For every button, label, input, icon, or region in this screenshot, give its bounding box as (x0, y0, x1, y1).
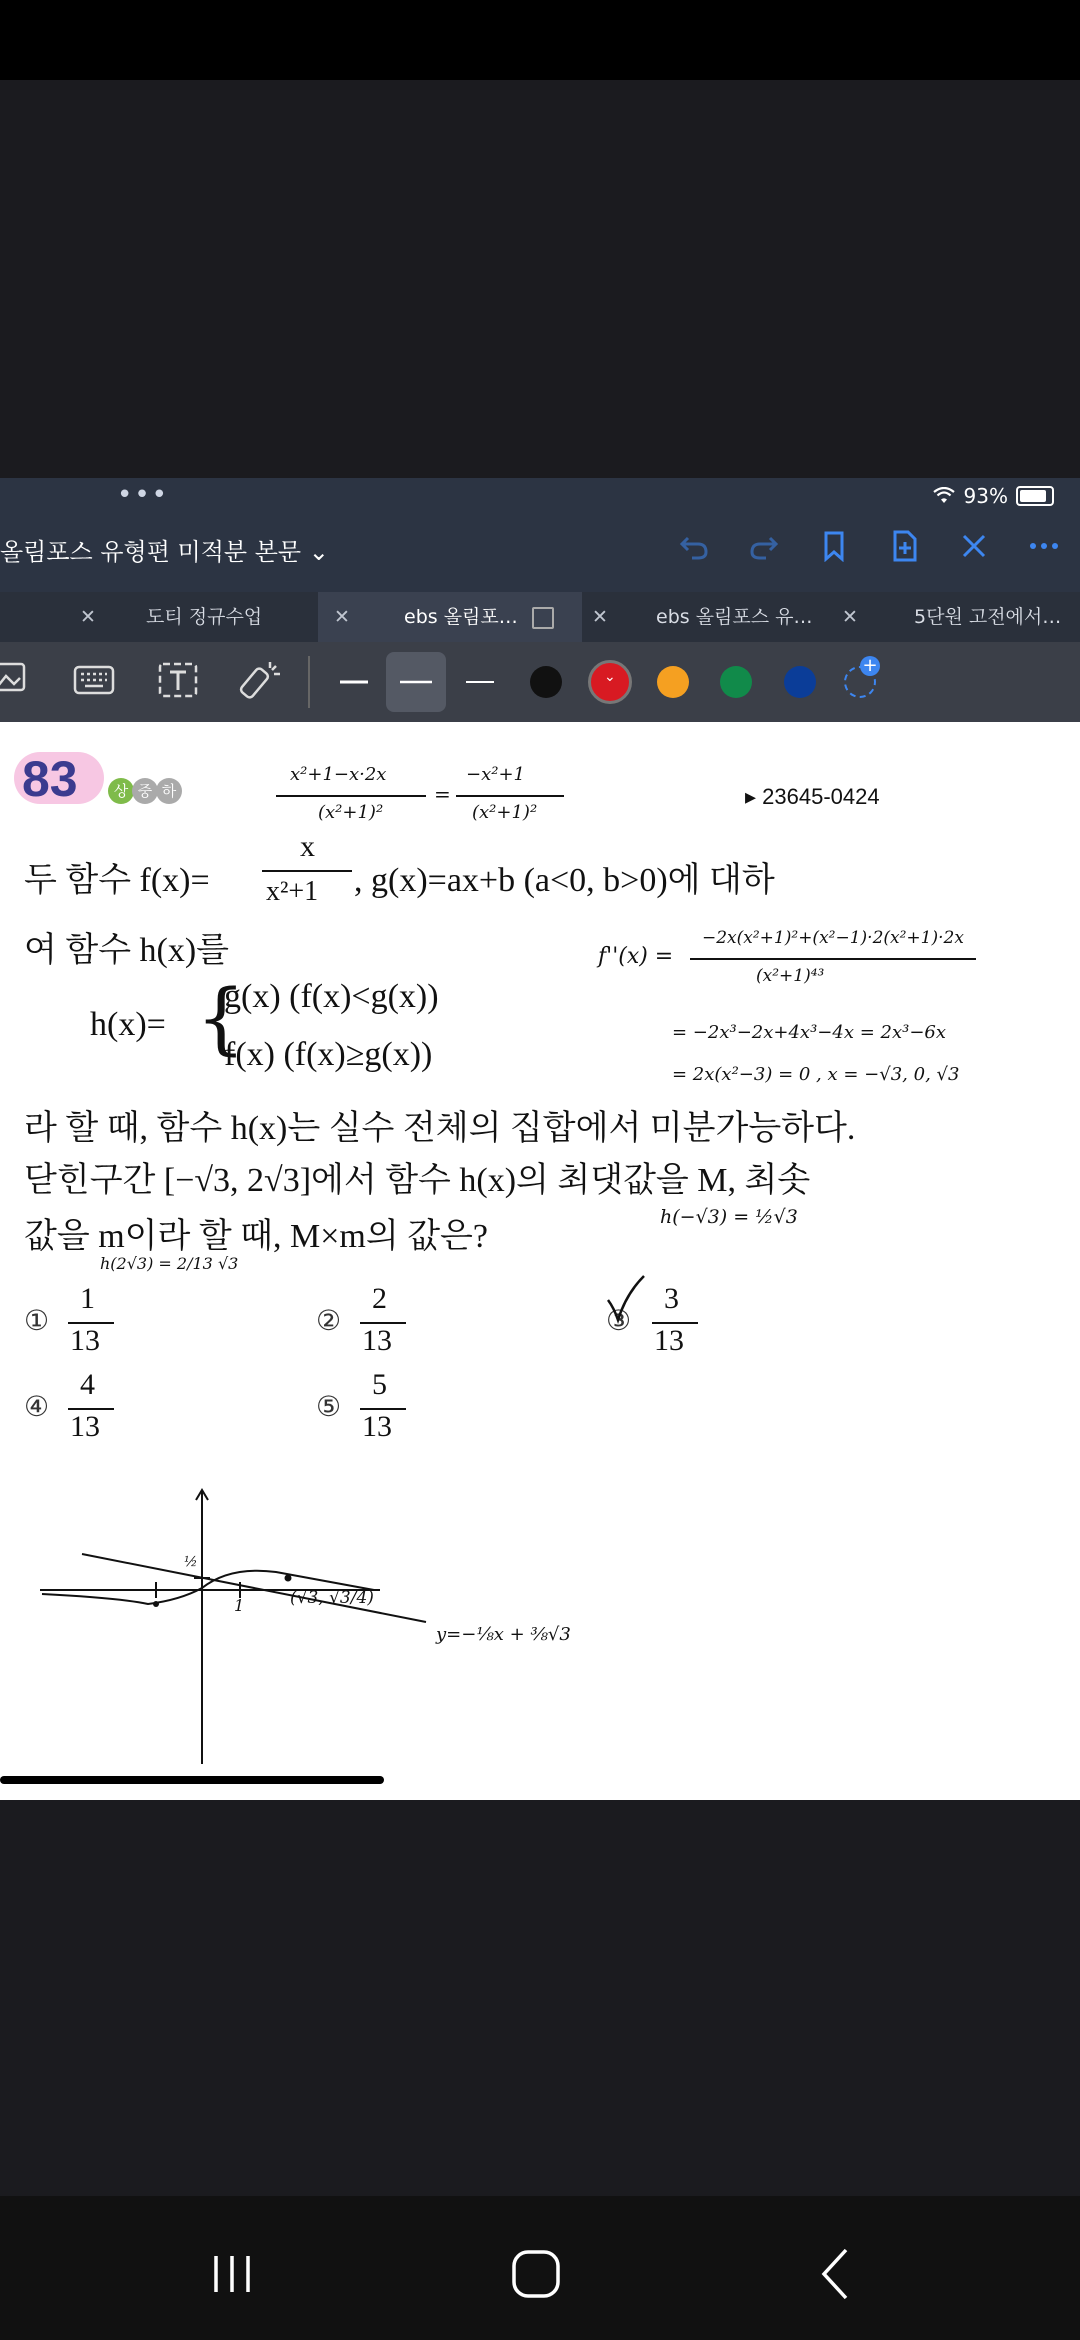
undo-icon[interactable] (678, 530, 710, 571)
hw-one-tick: 1 (234, 1596, 245, 1615)
choice-1-denominator: 13 (70, 1324, 100, 1357)
hw-fpp-lhs: f''(x) = (598, 944, 674, 969)
choice-2-mark: ② (316, 1304, 342, 1337)
hw-roots-line: = 2x(x²−3) = 0 , x = −√3, 0, √3 (672, 1064, 960, 1085)
choice-5-denominator: 13 (362, 1410, 392, 1443)
tab-label: 도티 정규수업 (146, 606, 263, 628)
hw-fpp-denominator: (x²+1)⁴³ (756, 966, 825, 986)
checkmark-icon (604, 1274, 648, 1324)
problem-line-1b: , g(x)=ax+b (a<0, b>0)에 대하 (354, 862, 775, 899)
tab-close-icon[interactable]: ✕ (592, 606, 608, 628)
keyboard-icon[interactable] (72, 658, 120, 706)
hw-equals: = (434, 782, 451, 806)
choice-3-denominator: 13 (654, 1324, 684, 1357)
choice-3-numerator: 3 (664, 1282, 679, 1315)
page-scroll-indicator[interactable] (0, 1776, 384, 1784)
sketch-tangent-line (82, 1554, 426, 1622)
pen-thin-icon[interactable] (330, 658, 378, 706)
tab-4[interactable] (842, 592, 1080, 642)
color-blue-swatch[interactable] (784, 666, 816, 698)
tab-label: 5단원 고전에서… (914, 606, 1062, 628)
add-page-icon[interactable] (888, 530, 920, 571)
choice-2-denominator: 13 (362, 1324, 392, 1357)
wifi-icon (932, 487, 956, 505)
document-title-dropdown[interactable]: 올림포스 유형편 미적분 본문 ⌄ (0, 538, 329, 566)
color-green-swatch[interactable] (720, 666, 752, 698)
text-box-icon[interactable] (156, 658, 204, 706)
pen-medium-icon[interactable] (386, 652, 446, 712)
problem-line-3: 라 할 때, 함수 h(x)는 실수 전체의 집합에서 미분가능하다. (24, 1110, 856, 1147)
frac-denominator: x²+1 (266, 876, 319, 907)
piecewise-case-2: f(x) (f(x)≥g(x)) (224, 1036, 433, 1073)
sketch-tangent-point (285, 1575, 292, 1582)
pen-highlighter-icon[interactable] (456, 658, 504, 706)
laser-pointer-icon[interactable] (238, 658, 286, 706)
hw-quotient-num: x²+1−x·2x (290, 764, 387, 785)
brace: { (196, 974, 246, 1064)
problem-number: 83 (22, 751, 78, 807)
title-bar (0, 512, 1080, 592)
battery-icon (1016, 486, 1054, 506)
hw-simplify-line: = −2x³−2x+4x³−4x = 2x³−6x (672, 1022, 947, 1043)
add-color-icon[interactable]: + (844, 666, 876, 698)
recent-apps-icon[interactable] (202, 2244, 262, 2304)
tab-bar (0, 592, 1080, 642)
choice-1-numerator: 1 (80, 1282, 95, 1315)
hand-sketch-graph (30, 1482, 450, 1772)
hw-fpp-numerator: −2x(x²+1)²+(x²−1)·2(x²+1)·2x (702, 928, 964, 948)
split-view-icon[interactable] (532, 607, 554, 629)
choice-1-mark: ① (24, 1304, 50, 1337)
back-icon[interactable] (808, 2244, 868, 2304)
choice-4-denominator: 13 (70, 1410, 100, 1443)
hw-tangent-equation: y=−⅛x + ⅜√3 (436, 1624, 571, 1645)
battery-percent: 93% (963, 484, 1008, 508)
tab-2-active[interactable] (318, 592, 582, 642)
tab-close-icon[interactable]: ✕ (842, 606, 858, 628)
tab-label: ebs 올림포… (404, 606, 518, 628)
hw-h-2root3: h(2√3) = 2/13 √3 (100, 1254, 239, 1273)
difficulty-high: 상 (108, 778, 134, 804)
problem-line-2: 여 함수 h(x)를 (24, 932, 230, 969)
problem-line-5: 값을 m이라 할 때, M×m의 값은? (24, 1218, 488, 1255)
hw-tangent-point: (√3, √3/4) (290, 1588, 374, 1608)
hw-quotient-den: (x²+1)² (318, 802, 384, 823)
color-red-swatch-selected[interactable] (588, 660, 632, 704)
redo-icon[interactable] (748, 530, 780, 571)
hw-quotient-den2: (x²+1)² (472, 802, 538, 823)
hw-h-neg-root3: h(−√3) = ½√3 (660, 1206, 798, 1228)
difficulty-low: 하 (156, 778, 182, 804)
color-black-swatch[interactable] (530, 666, 562, 698)
battery-indicator (932, 484, 1054, 508)
more-icon[interactable] (1028, 530, 1060, 571)
top-black-bar (0, 0, 1080, 80)
hw-half-tick: ½ (184, 1554, 198, 1570)
piecewise-lhs: h(x)= (90, 1006, 166, 1043)
system-nav-bar (0, 2196, 1080, 2340)
tab-close-icon[interactable]: ✕ (334, 606, 350, 628)
problem-code: ▸ 23645-0424 (745, 784, 880, 809)
drawing-toolbar (0, 642, 1080, 722)
window-handle-dots[interactable]: ••• (117, 480, 170, 510)
bookmark-icon[interactable] (818, 530, 850, 571)
frac-numerator: x (300, 830, 315, 863)
status-bar (0, 478, 1080, 512)
tab-close-icon[interactable]: ✕ (80, 606, 96, 628)
choice-5-numerator: 5 (372, 1368, 387, 1401)
pdf-page[interactable] (0, 722, 1080, 1800)
choice-3-mark: ③ (606, 1304, 632, 1337)
color-orange-swatch[interactable] (657, 666, 689, 698)
home-icon[interactable] (506, 2244, 566, 2304)
problem-line-1: 두 함수 f(x)= (24, 862, 210, 899)
choice-4-mark: ④ (24, 1390, 50, 1423)
choice-2-numerator: 2 (372, 1282, 387, 1315)
close-icon[interactable] (958, 530, 990, 571)
chevron-down-icon: ⌄ (604, 669, 616, 685)
difficulty-mid: 중 (132, 778, 158, 804)
hw-quotient-num2: −x²+1 (466, 764, 525, 785)
problem-line-4: 닫힌구간 [−√3, 2√3]에서 함수 h(x)의 최댓값을 M, 최솟 (24, 1162, 811, 1199)
choice-4-numerator: 4 (80, 1368, 95, 1401)
piecewise-case-1: g(x) (f(x)<g(x)) (224, 978, 439, 1015)
choice-5-mark: ⑤ (316, 1390, 342, 1423)
tab-3[interactable] (582, 592, 842, 642)
tab-label: ebs 올림포스 유… (656, 606, 813, 628)
tab-1[interactable] (78, 592, 318, 642)
image-insert-icon[interactable] (0, 658, 40, 706)
